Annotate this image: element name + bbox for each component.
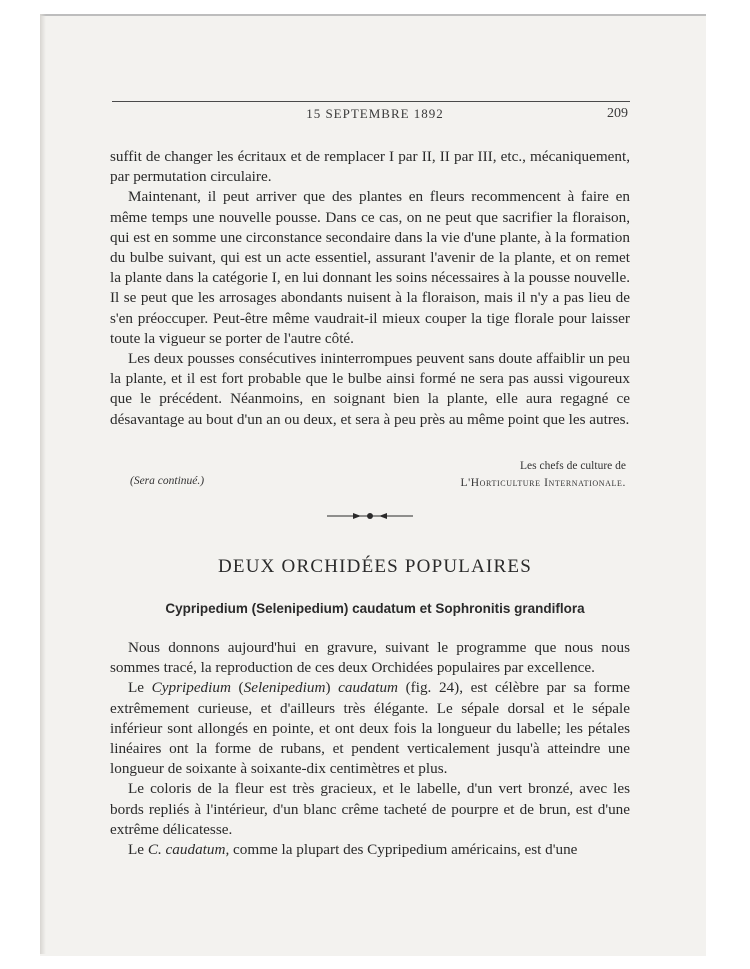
header-rule	[112, 101, 630, 102]
ornament-divider-icon	[325, 510, 415, 522]
signature-block	[460, 458, 626, 492]
paragraph: Nous donnons aujourd'hui en gravure, suivant le programme que nous nous sommes tracé, la reproduction de ces deux Orchidées populaires par excellence.	[110, 639, 630, 677]
paragraph: Les deux pousses consécutives ininterrompues peuvent sans doute affaiblir un peu la plante, et il est fort probable que le bulbe ainsi formé ne sera pas aussi vigoureux que le précédent. Néanmoins, en soignant bien la plante, elle aura regagné ce désavantage au bout d'un an ou deux, et sera à peu près au même point que les autres.	[110, 350, 630, 428]
text-run: (fig. 24), est célèbre par sa forme extrêmement curieuse, et d'ailleurs très élégante. Le sépale dorsal et le sépale inférieur sont allongés en pointe, et ont deux fois la longueur du labelle; les pétales linéaires ont la forme de rubans, et pendent verticalement jusqu'à atteindre une longueur de soixante à soixante-dix centimètres et plus.	[110, 679, 631, 778]
paragraph: Le coloris de la fleur est très gracieux, et le labelle, d'un vert bronzé, avec les bords repliés à l'intérieur, d'un blanc crême tacheté de pourpre et de brun, est d'une extrême délicatesse.	[110, 780, 630, 838]
section-subtitle: Cypripedium (Selenipedium) caudatum et Sophronitis grandiflora	[165, 601, 585, 616]
paragraph: suffit de changer les écritaux et de remplacer I par II, II par III, etc., mécaniquement, par permutation circulaire.	[110, 148, 630, 186]
species-name: Cypripedium	[151, 679, 231, 697]
signature-line-1: Les chefs de culture de	[519, 460, 626, 472]
text-run: Le	[128, 679, 152, 697]
text-run: (	[230, 679, 244, 697]
signature-line-2: L'Horticulture Internationale.	[460, 477, 626, 489]
text-run: Le	[128, 841, 148, 859]
page-number: 209	[607, 106, 628, 121]
paragraph	[110, 840, 630, 860]
species-name: caudatum	[338, 679, 399, 697]
article-1-body	[110, 147, 630, 430]
paragraph: Maintenant, il peut arriver que des plantes en fleurs recommencent à faire en même temps une nouvelle pousse. Dans ce cas, on ne peut que sacrifier la floraison, qui est en somme une circonstance secondaire dans la vie d'une plante, à la formation du bulbe suivant, qui est un acte essentiel, assurant l'avenir de la plante, et on remet la plante dans la catégorie I, en lui donnant les soins nécessaires à la pousse nouvelle. Il se peut que les arrosages abondants nuisent à la floraison, mais il n'y a pas lieu de s'en préoccuper. Peut-être même vaudrait-il mieux couper la tige florale pour laisser toute la vigueur se porter de l'autre côté.	[110, 188, 630, 347]
text-run: comme la plupart des Cypripedium américains, est d'une	[229, 841, 578, 859]
article-2-body	[110, 638, 630, 860]
text-run: )	[325, 679, 339, 697]
species-name: C. caudatum,	[147, 841, 230, 859]
paragraph	[110, 678, 630, 779]
header-date: 15 SEPTEMBRE 1892	[306, 106, 444, 121]
section-title: DEUX ORCHIDÉES POPULAIRES	[218, 556, 532, 577]
continued-note: (Sera continué.)	[130, 475, 205, 487]
page-edge-shadow	[40, 14, 46, 954]
species-name: Selenipedium	[243, 679, 326, 697]
